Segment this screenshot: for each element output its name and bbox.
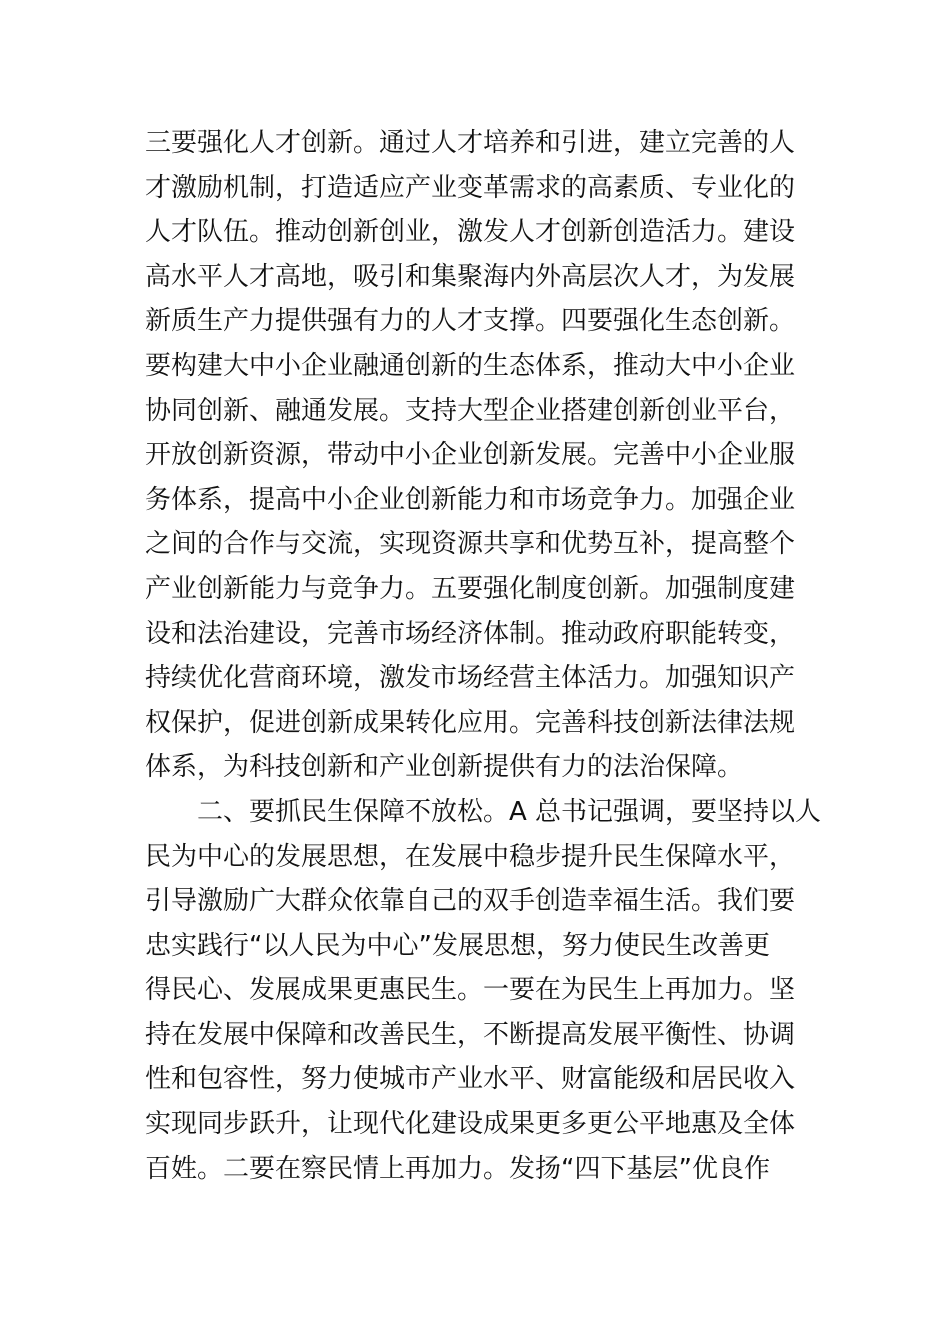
text-line: 产业创新能力与竞争力。五要强化制度创新。加强制度建 xyxy=(145,573,796,604)
text-line: 新质生产力提供强有力的人才支撑。四要强化生态创新。 xyxy=(145,306,796,337)
text-line: 三要强化人才创新。通过人才培养和引进，建立完善的人 xyxy=(145,128,796,158)
text-line: 开放创新资源，带动中小企业创新发展。完善中小企业服 xyxy=(145,440,796,471)
text-line: 引导激励广大群众依靠自己的双手创造幸福生活。我们要 xyxy=(145,886,796,917)
text-line: 百姓。二要在察民情上再加力。发扬“四下基层”优良作 xyxy=(145,1153,770,1184)
text-line: 要构建大中小企业融通创新的生态体系，推动大中小企业 xyxy=(145,350,796,381)
text-line: 体系，为科技创新和产业创新提供有力的法治保障。 xyxy=(145,752,744,783)
text-line: 才激励机制，打造适应产业变革需求的高素质、专业化的 xyxy=(145,172,796,203)
text-line: 协同创新、融通发展。支持大型企业搭建创新创业平台， xyxy=(145,395,796,426)
section-heading-line: 二、要抓民生保障不放松。A 总书记强调，要坚持以人 xyxy=(197,796,822,827)
text-line: 高水平人才高地，吸引和集聚海内外高层次人才，为发展 xyxy=(145,261,796,292)
text-line: 持续优化营商环境，激发市场经营主体活力。加强知识产 xyxy=(145,663,796,694)
body-text xyxy=(145,121,822,1191)
text-line: 持在发展中保障和改善民生，不断提高发展平衡性、协调 xyxy=(145,1019,796,1050)
text-line: 务体系，提高中小企业创新能力和市场竞争力。加强企业 xyxy=(145,484,796,515)
text-line: 实现同步跃升，让现代化建设成果更多更公平地惠及全体 xyxy=(145,1109,796,1140)
text-line: 性和包容性，努力使城市产业水平、财富能级和居民收入 xyxy=(145,1064,796,1095)
text-line: 设和法治建设，完善市场经济体制。推动政府职能转变， xyxy=(145,618,796,649)
text-line: 权保护，促进创新成果转化应用。完善科技创新法律法规 xyxy=(145,707,796,738)
text-line: 得民心、发展成果更惠民生。一要在为民生上再加力。坚 xyxy=(145,975,796,1006)
text-line: 之间的合作与交流，实现资源共享和优势互补，提高整个 xyxy=(145,529,796,560)
text-line: 民为中心的发展思想，在发展中稳步提升民生保障水平， xyxy=(145,841,796,872)
text-line: 人才队伍。推动创新创业，激发人才创新创造活力。建设 xyxy=(145,217,796,248)
text-line: 忠实践行“以人民为中心”发展思想，努力使民生改善更 xyxy=(145,930,770,961)
